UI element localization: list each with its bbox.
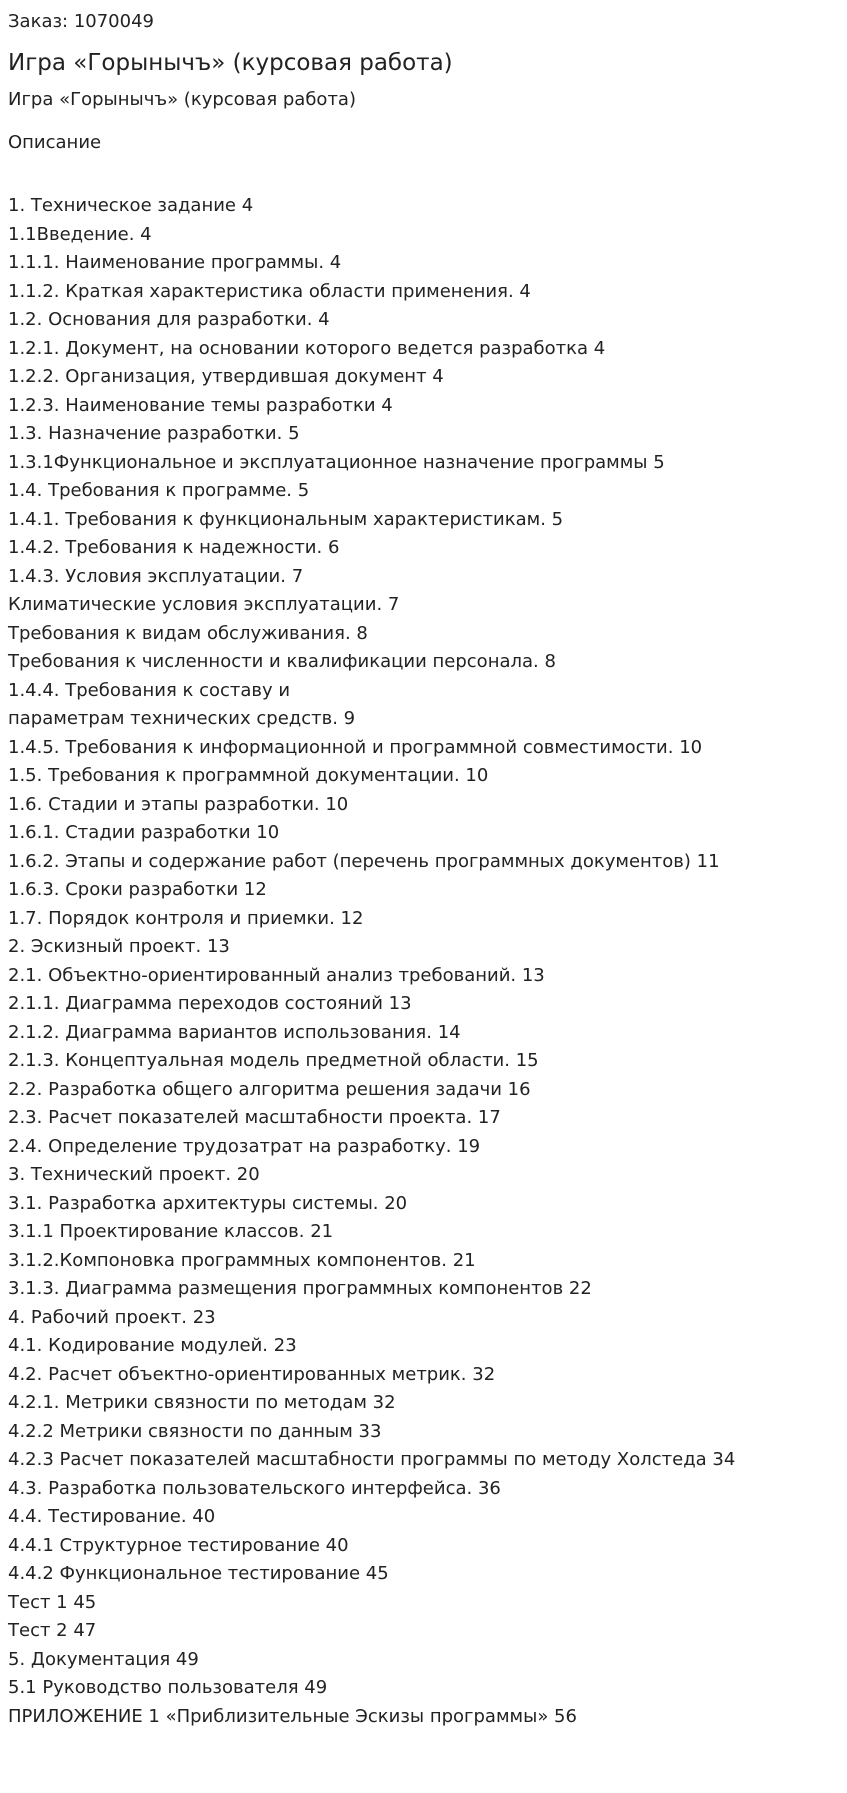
toc-entry: 3.1.3. Диаграмма размещения программных компонентов 22: [8, 1278, 592, 1299]
toc-entry: 1.4. Требования к программе. 5: [8, 480, 310, 501]
table-of-contents: [8, 192, 735, 1731]
toc-entry: 1.1Введение. 4: [8, 223, 152, 245]
toc-entry: 4.2. Расчет объектно-ориентированных метрик. 32: [8, 1363, 496, 1385]
toc-entry: 4.2.3 Расчет показателей масштабности программы по методу Холстеда 34: [8, 1449, 736, 1470]
toc-entry: 1.3.1Функциональное и эксплуатационное назначение программы 5: [8, 451, 665, 473]
toc-entry: 3.1.1 Проектирование классов. 21: [8, 1221, 334, 1242]
toc-entry: Требования к численности и квалификации персонала. 8: [8, 651, 556, 672]
toc-entry: 2.1.3. Концептуальная модель предметной области. 15: [8, 1050, 539, 1071]
toc-entry: 5. Документация 49: [8, 1648, 199, 1670]
toc-entry: ПРИЛОЖЕНИЕ 1 «Приблизительные Эскизы программы» 56: [8, 1705, 577, 1727]
toc-entry: 4.2.1. Метрики связности по методам 32: [8, 1392, 396, 1413]
toc-entry: 1.4.1. Требования к функциональным характеристикам. 5: [8, 508, 564, 530]
toc-entry: Тест 1 45: [8, 1591, 97, 1613]
toc-entry: Климатические условия эксплуатации. 7: [8, 594, 400, 615]
toc-entry: 4.3. Разработка пользовательского интерфейса. 36: [8, 1477, 501, 1499]
toc-entry: 1.6.3. Сроки разработки 12: [8, 879, 267, 900]
toc-entry: 3.1. Разработка архитектуры системы. 20: [8, 1192, 408, 1214]
toc-entry: параметрам технических средств. 9: [8, 708, 356, 729]
toc-entry: 1.2.1. Документ, на основании которого ведется разработка 4: [8, 337, 606, 359]
toc-entry: Требования к видам обслуживания. 8: [8, 622, 368, 644]
toc-entry: 5.1 Руководство пользователя 49: [8, 1677, 328, 1698]
toc-entry: 1.2.2. Организация, утвердившая документ 4: [8, 366, 444, 387]
toc-entry: 2.1.1. Диаграмма переходов состояний 13: [8, 993, 412, 1014]
toc-entry: 1.4.2. Требования к надежности. 6: [8, 537, 340, 558]
toc-entry: 4. Рабочий проект. 23: [8, 1306, 216, 1328]
order-number: Заказ: 1070049: [8, 11, 154, 32]
toc-entry: 2.2. Разработка общего алгоритма решения задачи 16: [8, 1078, 531, 1100]
toc-entry: 2. Эскизный проект. 13: [8, 936, 230, 957]
toc-entry: 1.6. Стадии и этапы разработки. 10: [8, 793, 349, 815]
toc-entry: 3. Технический проект. 20: [8, 1164, 260, 1185]
toc-entry: 4.2.2 Метрики связности по данным 33: [8, 1420, 382, 1442]
toc-entry: 4.4. Тестирование. 40: [8, 1506, 216, 1527]
toc-entry: 1.2.3. Наименование темы разработки 4: [8, 394, 393, 416]
toc-entry: 1.1.1. Наименование программы. 4: [8, 252, 342, 273]
toc-entry: 1.4.3. Условия эксплуатации. 7: [8, 565, 304, 587]
toc-entry: 1.3. Назначение разработки. 5: [8, 423, 300, 444]
toc-entry: 2.1. Объектно-ориентированный анализ требований. 13: [8, 964, 545, 986]
toc-entry: 2.1.2. Диаграмма вариантов использования. 14: [8, 1021, 461, 1043]
description-label: Описание: [8, 132, 102, 153]
page-title: Игра «Горынычъ» (курсовая работа): [8, 50, 453, 76]
toc-entry: 1.7. Порядок контроля и приемки. 12: [8, 907, 364, 929]
toc-entry: 4.1. Кодирование модулей. 23: [8, 1335, 297, 1356]
toc-entry: 4.4.2 Функциональное тестирование 45: [8, 1563, 389, 1584]
toc-entry: 1.5. Требования к программной документации. 10: [8, 765, 489, 786]
toc-entry: 1.6.1. Стадии разработки 10: [8, 822, 280, 843]
toc-entry: 2.4. Определение трудозатрат на разработку. 19: [8, 1135, 481, 1157]
toc-entry: 1.4.4. Требования к составу и: [8, 679, 291, 701]
toc-entry: 4.4.1 Структурное тестирование 40: [8, 1534, 349, 1556]
toc-entry: 1. Техническое задание 4: [8, 195, 254, 216]
toc-entry: 1.4.5. Требования к информационной и программной совместимости. 10: [8, 736, 703, 758]
page-subtitle: Игра «Горынычъ» (курсовая работа): [8, 89, 356, 110]
toc-entry: 2.3. Расчет показателей масштабности проекта. 17: [8, 1107, 501, 1128]
toc-entry: 1.6.2. Этапы и содержание работ (перечень программных документов) 11: [8, 850, 720, 872]
toc-entry: Тест 2 47: [8, 1620, 97, 1641]
toc-entry: 3.1.2.Компоновка программных компонентов. 21: [8, 1249, 476, 1271]
toc-entry: 1.2. Основания для разработки. 4: [8, 309, 330, 330]
toc-entry: 1.1.2. Краткая характеристика области применения. 4: [8, 280, 531, 302]
